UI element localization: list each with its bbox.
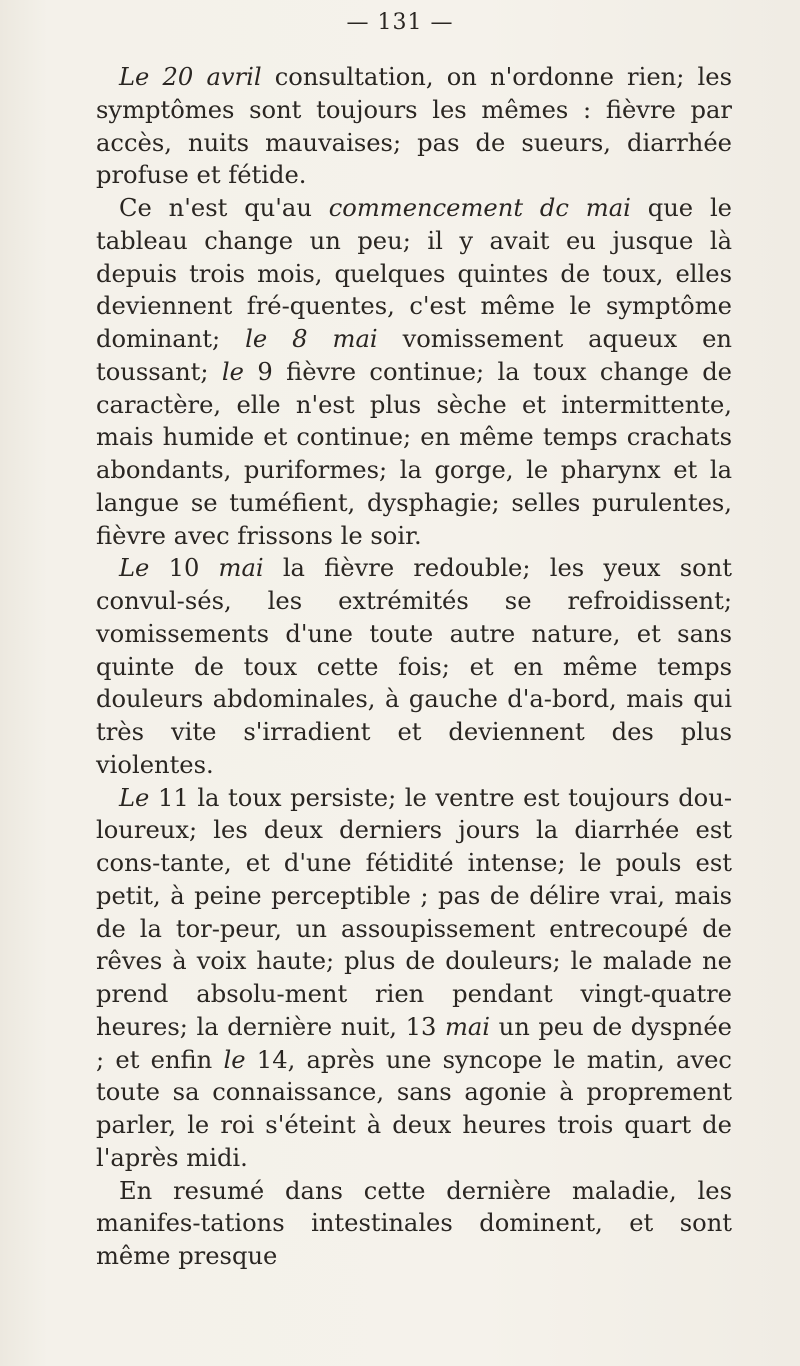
italic-run: Le 20 avril xyxy=(119,63,262,91)
text-run: 10 xyxy=(149,554,219,583)
italic-run: mai xyxy=(444,1012,491,1041)
text-run: la fièvre redouble; les yeux sont convul-sés, les extrémités se refroidissent; vomissements d'une toute autre nature, et sans quinte de toux cette fois; et en même temps douleurs abdominales, à gauche d'a-bord, mais qui très vite s'irradient et deviennent des plus violentes. xyxy=(96,554,733,779)
page-number: — 131 — xyxy=(346,10,454,35)
paragraph xyxy=(96,192,732,552)
italic-run: commencement dc mai xyxy=(328,194,631,222)
text-run: 14, après une syncope le matin, avec toute sa connaissance, sans agonie à proprement parler, le roi s'éteint à deux heures trois quart de l'après midi. xyxy=(96,1045,732,1172)
text-run: un peu de dyspnée ; et enfin xyxy=(96,1012,732,1074)
italic-run: le xyxy=(221,357,244,386)
paragraph xyxy=(96,782,732,1175)
text-run: vomissement aqueux en toussant; xyxy=(96,325,732,386)
italic-run: Le xyxy=(119,783,150,812)
italic-run: le 8 mai xyxy=(245,325,378,353)
italic-run: Le xyxy=(119,554,150,583)
text-run: 11 la toux persiste; le ventre est toujours dou-loureux; les deux derniers jours la diarrhée est cons-tante, et d'une fétidité intense; le pouls est petit, à peine perceptible ; pas de délire vrai, mais de la tor-peur, un assoupissement entrecoupé de rêves à voix haute; plus de douleurs; le malade ne prend absolu-ment rien pendant vingt-quatre heures; la dernière nuit, 13 xyxy=(96,783,732,1041)
text-run: consultation, on n'ordonne rien; les symptômes sont toujours les mêmes : fièvre par accès, nuits mauvaises; pas de sueurs, diarrhée profuse et fétide. xyxy=(96,63,732,190)
paragraph xyxy=(96,1175,732,1273)
text-run: que le tableau change un peu; il y avait eu jusque là depuis trois mois, quelques quintes de toux, elles deviennent fré-quentes, c'est même le symptôme dominant; xyxy=(96,194,732,353)
text-run: 9 fièvre continue; la toux change de caractère, elle n'est plus sèche et intermittente, mais humide et continue; en même temps crachats abondants, puriformes; la gorge, le pharynx et la langue se tuméfient, dysphagie; selles purulentes, fièvre avec frissons le soir. xyxy=(96,357,732,550)
paragraph xyxy=(96,61,732,192)
text-run: En resumé dans cette dernière maladie, les manifes-tations intestinales dominent, et sont même presque xyxy=(96,1176,732,1270)
italic-run: le xyxy=(223,1045,246,1074)
italic-run: mai xyxy=(218,554,264,583)
paragraph xyxy=(96,552,732,781)
text-run: Ce n'est qu'au xyxy=(119,194,329,222)
body-text xyxy=(96,61,732,1273)
